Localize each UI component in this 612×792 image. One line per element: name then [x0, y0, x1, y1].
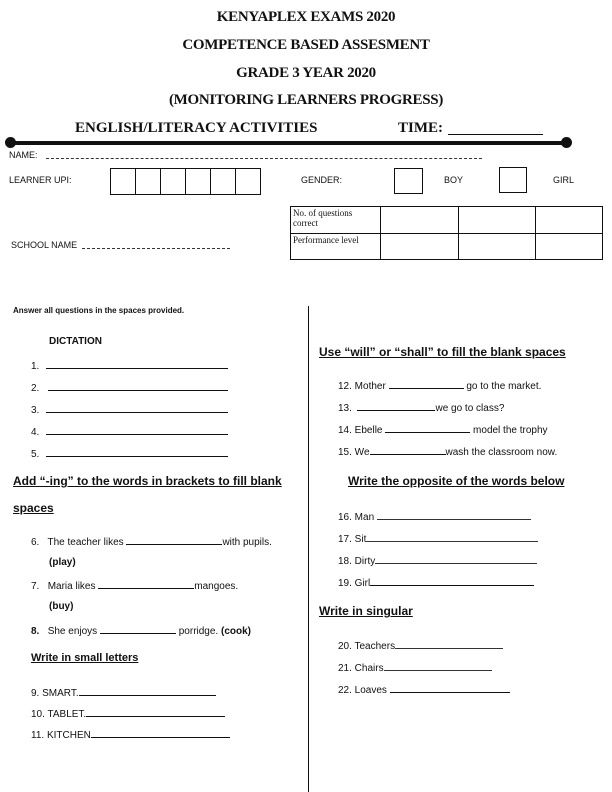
name-label: NAME:	[9, 150, 38, 160]
answer-line[interactable]	[98, 578, 194, 589]
school-label: SCHOOL NAME	[11, 240, 78, 250]
ing-title: Add “-ing” to the words in brackets to fill blank	[13, 474, 282, 488]
instructions: Answer all questions in the spaces provided.	[13, 306, 185, 315]
ing-item: 8. She enjoys porridge. (cook)	[31, 623, 251, 637]
answer-line[interactable]	[366, 531, 538, 542]
singular-list	[338, 636, 510, 702]
answer-line[interactable]	[46, 358, 228, 369]
opposite-item: 16. Man	[338, 507, 538, 529]
ing-title-cont: spaces	[13, 501, 54, 515]
singular-title: Write in singular	[319, 604, 413, 618]
header-line3: GRADE 3 YEAR 2020	[236, 65, 376, 81]
opposite-list	[338, 507, 538, 595]
answer-line[interactable]	[384, 660, 492, 671]
score-row-label: Performance level	[291, 234, 381, 260]
boy-label: BOY	[444, 175, 464, 185]
dictation-list	[31, 356, 228, 466]
answer-line[interactable]	[91, 727, 230, 738]
opposite-title: Write the opposite of the words below	[348, 474, 565, 488]
score-cell[interactable]	[536, 207, 603, 234]
rule-dot-right	[561, 137, 572, 148]
header-line4: (MONITORING LEARNERS PROGRESS)	[168, 92, 444, 108]
upi-label: LEARNER UPI:	[9, 175, 72, 185]
score-cell[interactable]	[536, 234, 603, 260]
singular-item: 20. Teachers	[338, 636, 510, 658]
answer-line[interactable]	[48, 380, 228, 391]
ing-hint: (play)	[49, 557, 76, 568]
answer-line[interactable]	[126, 534, 222, 545]
dictation-item: 5.	[31, 444, 228, 466]
time-field[interactable]	[448, 134, 543, 135]
score-row-label: No. of questions correct	[291, 207, 381, 234]
school-field[interactable]	[82, 248, 230, 249]
opposite-item: 18. Dirty	[338, 551, 538, 573]
header-line2: COMPETENCE BASED ASSESMENT	[182, 37, 430, 53]
time-label: TIME:	[398, 120, 443, 136]
score-table	[290, 206, 603, 260]
upi-boxes	[110, 168, 261, 195]
score-cell[interactable]	[381, 207, 459, 234]
dictation-item: 3.	[31, 400, 228, 422]
score-cell[interactable]	[458, 207, 536, 234]
small-item: 9. SMART.	[31, 683, 230, 704]
girl-label: GIRL	[553, 175, 575, 185]
answer-line[interactable]	[370, 444, 446, 455]
answer-line[interactable]	[86, 706, 225, 717]
header-line1: KENYAPLEX EXAMS 2020	[216, 9, 396, 25]
boy-checkbox[interactable]	[394, 168, 423, 194]
opposite-item: 17. Sit	[338, 529, 538, 551]
answer-line[interactable]	[79, 685, 216, 696]
will-shall-item: 15. We wash the classroom now.	[338, 442, 557, 464]
answer-line[interactable]	[395, 638, 503, 649]
will-shall-title: Use “will” or “shall” to fill the blank spaces	[319, 345, 566, 359]
score-cell[interactable]	[381, 234, 459, 260]
girl-checkbox[interactable]	[499, 167, 527, 193]
answer-line[interactable]	[377, 509, 531, 520]
name-field[interactable]	[46, 158, 482, 159]
will-shall-item: 14. Ebelle model the trophy	[338, 420, 557, 442]
will-shall-item: 12. Mother go to the market.	[338, 376, 557, 398]
gender-label: GENDER:	[301, 175, 343, 185]
upi-box[interactable]	[161, 168, 186, 195]
upi-box[interactable]	[236, 168, 261, 195]
dictation-item: 2.	[31, 378, 228, 400]
answer-line[interactable]	[100, 623, 176, 634]
answer-line[interactable]	[390, 682, 510, 693]
column-divider	[308, 306, 309, 792]
upi-box[interactable]	[110, 168, 136, 195]
small-item: 10. TABLET.	[31, 704, 230, 725]
upi-box[interactable]	[136, 168, 161, 195]
will-shall-item: 13. we go to class?	[338, 398, 557, 420]
answer-line[interactable]	[370, 575, 534, 586]
answer-line[interactable]	[385, 422, 470, 433]
small-list	[31, 683, 230, 746]
ing-item: 6. The teacher likes with pupils.	[31, 534, 272, 548]
dictation-item: 1.	[31, 356, 228, 378]
answer-line[interactable]	[46, 446, 228, 457]
answer-line[interactable]	[46, 424, 228, 435]
ing-hint: (buy)	[49, 601, 74, 612]
small-item: 11. KITCHEN	[31, 725, 230, 746]
upi-box[interactable]	[186, 168, 211, 195]
upi-box[interactable]	[211, 168, 236, 195]
answer-line[interactable]	[357, 400, 435, 411]
ing-item: 7. Maria likes mangoes.	[31, 578, 238, 592]
answer-line[interactable]	[375, 553, 537, 564]
opposite-item: 19. Girl	[338, 573, 538, 595]
singular-item: 22. Loaves	[338, 680, 510, 702]
rule-dot-left	[5, 137, 16, 148]
score-cell[interactable]	[458, 234, 536, 260]
dictation-item: 4.	[31, 422, 228, 444]
answer-line[interactable]	[389, 378, 464, 389]
dictation-title: DICTATION	[49, 336, 102, 347]
singular-item: 21. Chairs	[338, 658, 510, 680]
header-rule	[10, 141, 568, 145]
subject-title: ENGLISH/LITERACY ACTIVITIES	[75, 120, 318, 136]
answer-line[interactable]	[46, 402, 228, 413]
small-letters-title: Write in small letters	[31, 652, 139, 664]
will-shall-list	[338, 376, 557, 464]
